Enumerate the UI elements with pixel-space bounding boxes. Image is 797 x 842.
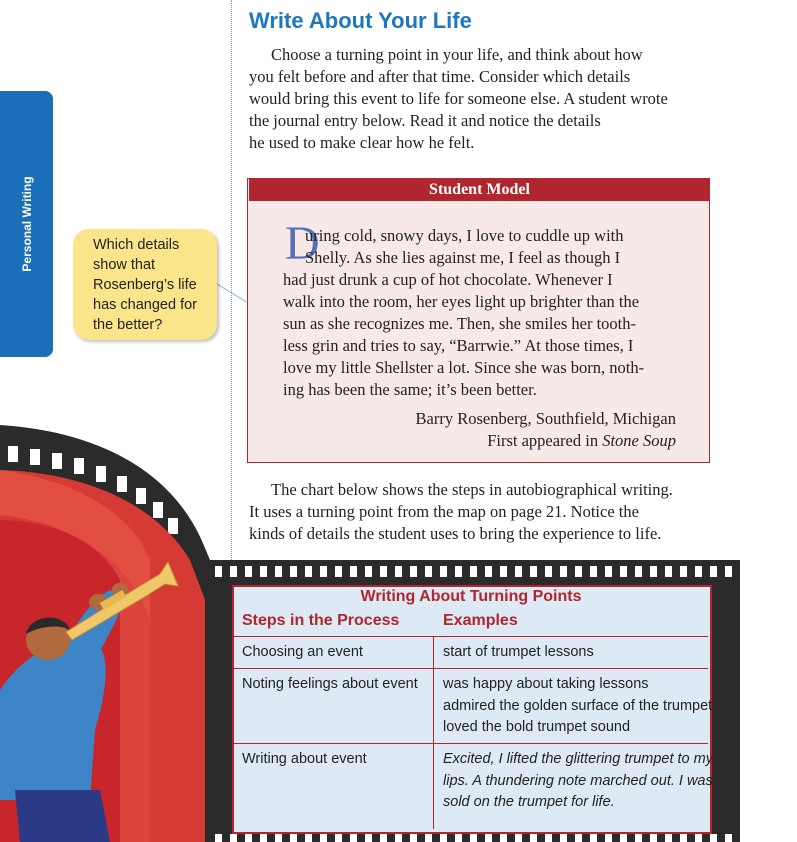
table-row <box>443 749 713 814</box>
student-model-attribution <box>416 408 676 452</box>
model-line: walk into the room, her eyes light up brighter than the <box>283 292 640 311</box>
appeared-source: Stone Soup <box>602 431 676 450</box>
table-header-examples: Examples <box>443 612 518 629</box>
example-cell: start of trumpet lessons <box>443 644 594 660</box>
chart-intro-line: kinds of details the student uses to bring the experience to life. <box>249 524 662 543</box>
intro-line: Choose a turning point in your life, and think about how <box>271 45 643 64</box>
model-line: had just drunk a cup of hot chocolate. Whenever I <box>283 270 613 289</box>
example-cell: Excited, I lifted the glittering trumpet to my <box>443 751 713 767</box>
intro-line: would bring this event to life for someone else. A student wrote <box>249 89 668 108</box>
table-rule <box>234 668 708 669</box>
step-cell: Writing about event <box>242 751 367 767</box>
example-cell: lips. A thundering note marched out. I was <box>443 772 713 789</box>
table-rule <box>234 743 708 744</box>
example-cell: was happy about taking lessons <box>443 676 649 692</box>
intro-line: you felt before and after that time. Consider which details <box>249 67 631 86</box>
table-title: Writing About Turning Points <box>360 588 582 605</box>
chart-intro-line: The chart below shows the steps in autobiographical writing. <box>271 480 673 499</box>
step-cell: Noting feelings about event <box>242 676 418 692</box>
appeared-prefix: First appeared in <box>487 431 603 450</box>
model-line: love my little Shellster a lot. Since she was born, noth- <box>283 358 645 377</box>
table-row <box>443 674 712 739</box>
example-cell: loved the bold trumpet sound <box>443 719 631 735</box>
table-header-steps: Steps in the Process <box>242 612 400 629</box>
model-line: less grin and tries to say, “Barrwie.” At those times, I <box>283 336 634 355</box>
example-cell: sold on the trumpet for life. <box>443 794 615 810</box>
intro-line: the journal entry below. Read it and notice the details <box>249 111 601 130</box>
model-line: sun as she recognizes me. Then, she smiles her tooth- <box>283 314 636 333</box>
table-row <box>242 749 367 771</box>
drop-cap: D <box>285 217 320 270</box>
student-model-text <box>283 217 683 401</box>
model-author: Barry Rosenberg, Southfield, Michigan <box>415 409 676 428</box>
intro-line: he used to make clear how he felt. <box>249 133 475 152</box>
student-model-header: Student Model <box>249 179 710 201</box>
table-column-rule <box>433 636 434 829</box>
side-tab-label: Personal Writing <box>20 176 34 272</box>
step-cell: Choosing an event <box>242 644 363 660</box>
table-row <box>242 642 363 664</box>
table-rule <box>234 636 708 637</box>
model-line: Shelly. As she lies against me, I feel as though I <box>305 248 621 267</box>
chart-intro-paragraph <box>249 479 719 545</box>
page-title: Write About Your Life <box>249 8 472 33</box>
callout-question: Which details show that Rosenberg’s life has changed for the better? <box>93 237 197 333</box>
example-cell: admired the golden surface of the trumpet <box>443 697 713 714</box>
table-row <box>242 674 418 696</box>
model-line: ing has been the same; it’s been better. <box>283 380 537 399</box>
chart-intro-line: It uses a turning point from the map on page 21. Notice the <box>249 502 639 521</box>
table-row <box>443 642 594 664</box>
model-line: uring cold, snowy days, I love to cuddle up with <box>305 226 624 245</box>
model-appeared <box>416 430 676 452</box>
